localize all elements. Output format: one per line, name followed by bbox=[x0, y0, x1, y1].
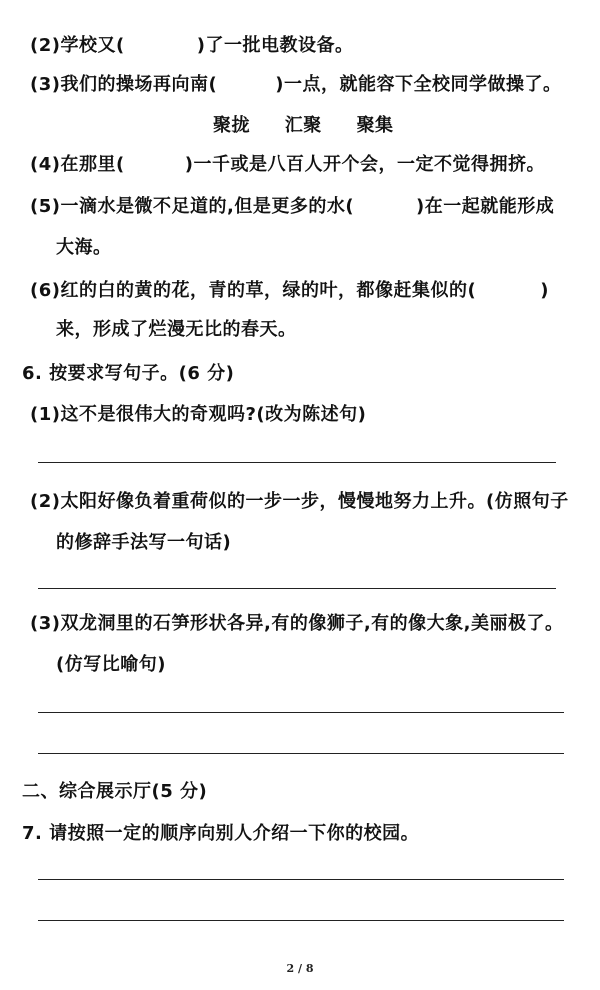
question-7-title: 7. 请按照一定的顺序向别人介绍一下你的校园。 bbox=[22, 823, 420, 844]
item-2-text-before: (2)学校又( bbox=[30, 35, 125, 56]
question-5-item-4 bbox=[30, 153, 545, 177]
question-5-item-6-continuation: 来，形成了烂漫无比的春天。 bbox=[56, 319, 297, 340]
item-4-text-after: )一千或是八百人开个会，一定不觉得拥挤。 bbox=[184, 154, 545, 175]
question-6-sentence-1: (1)这不是很伟大的奇观吗?(改为陈述句) bbox=[30, 404, 367, 425]
answer-line[interactable] bbox=[38, 712, 564, 713]
question-5-item-5-continuation: 大海。 bbox=[56, 237, 112, 258]
item-2-text-after: )了一批电教设备。 bbox=[196, 35, 354, 56]
item-3-text-after: )一点，就能容下全校同学做操了。 bbox=[275, 74, 562, 95]
section-2-title: 二、综合展示厅(5 分) bbox=[22, 781, 208, 802]
item-6-text-after: ) bbox=[540, 280, 549, 301]
item-6-text-before: (6)红的白的黄的花，青的草，绿的叶，都像赶集似的( bbox=[30, 280, 477, 301]
question-5-item-3 bbox=[30, 73, 561, 97]
word-options bbox=[213, 114, 394, 138]
answer-line[interactable] bbox=[38, 462, 556, 463]
option-word: 聚集 bbox=[356, 115, 394, 136]
question-5-item-6 bbox=[30, 279, 549, 303]
item-4-text-before: (4)在那里( bbox=[30, 154, 125, 175]
option-word: 聚拢 bbox=[213, 115, 250, 136]
option-word: 汇聚 bbox=[284, 115, 322, 136]
item-3-text-before: (3)我们的操场再向南( bbox=[30, 74, 218, 95]
question-6-title: 6. 按要求写句子。(6 分) bbox=[22, 363, 235, 384]
item-5-text-before: (5)一滴水是微不足道的,但是更多的水( bbox=[30, 196, 355, 217]
question-6-sentence-3-continuation: (仿写比喻句) bbox=[56, 654, 166, 675]
item-5-text-after: )在一起就能形成 bbox=[416, 196, 555, 217]
question-6-sentence-3: (3)双龙洞里的石笋形状各异,有的像狮子,有的像大象,美丽极了。 bbox=[30, 613, 564, 634]
answer-line[interactable] bbox=[38, 920, 564, 921]
question-5-item-2 bbox=[30, 34, 353, 58]
question-5-item-5 bbox=[30, 195, 554, 219]
answer-line[interactable] bbox=[38, 879, 564, 880]
answer-line[interactable] bbox=[38, 753, 564, 754]
question-6-sentence-2: (2)太阳好像负着重荷似的一步一步，慢慢地努力上升。(仿照句子 bbox=[30, 491, 569, 512]
question-6-sentence-2-continuation: 的修辞手法写一句话) bbox=[56, 532, 232, 553]
answer-line[interactable] bbox=[38, 588, 556, 589]
page-number: 2 / 8 bbox=[286, 962, 314, 975]
